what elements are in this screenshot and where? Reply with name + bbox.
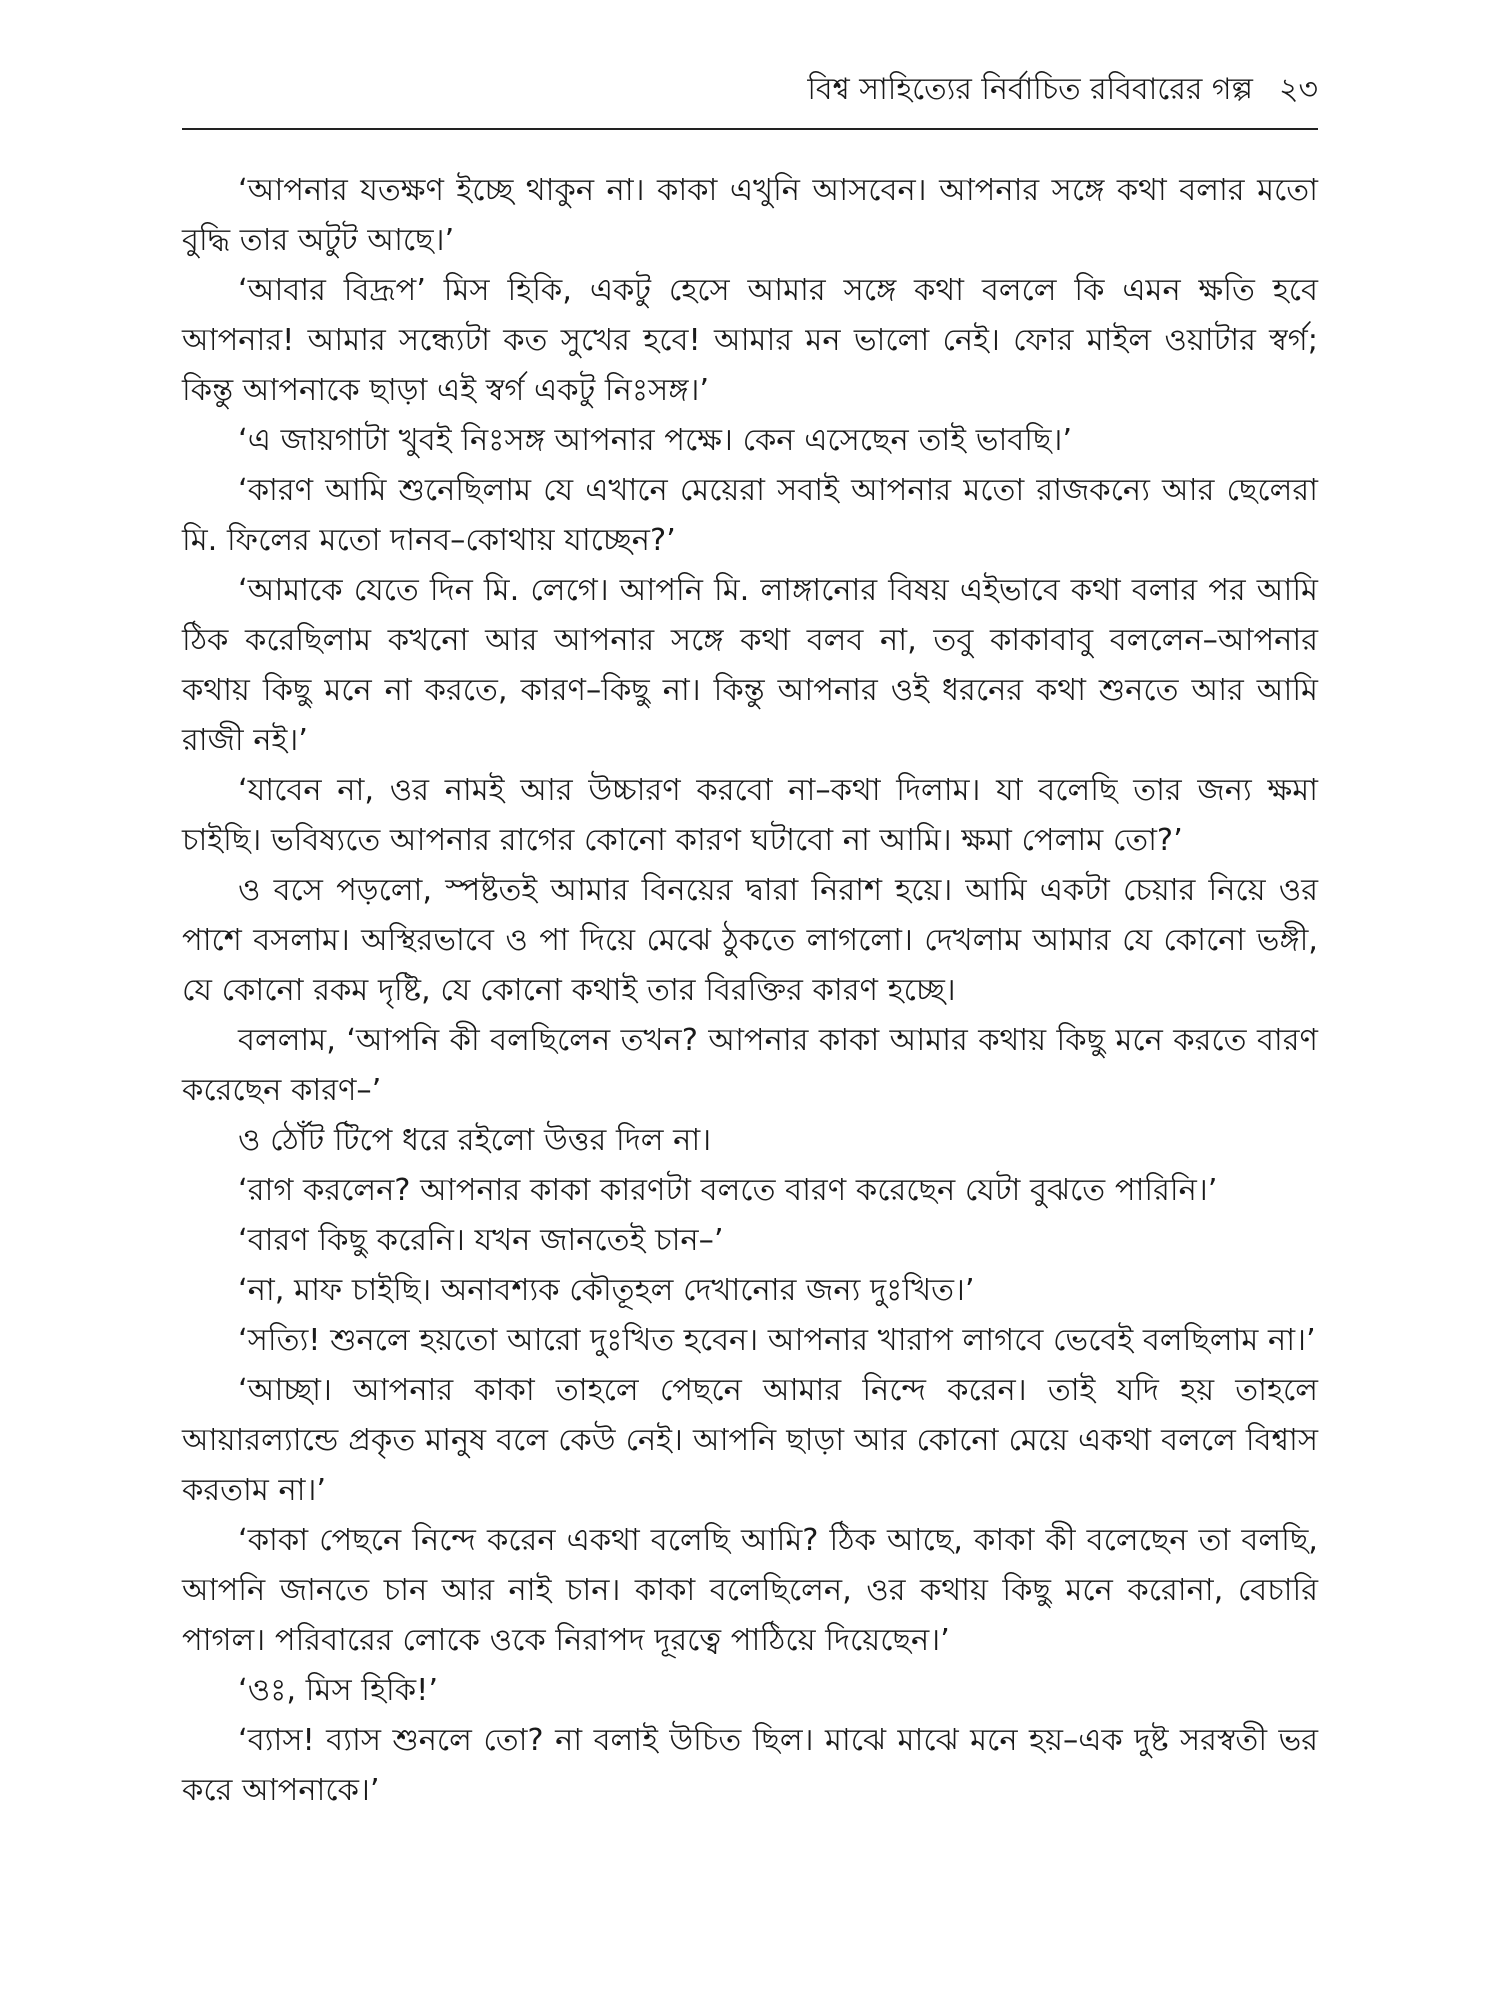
paragraph: ‘আবার বিদ্রূপ’ মিস হিকি, একটু হেসে আমার সঙ্গে কথা বললে কি এমন ক্ষতি হবে আপনার! আমার সন্ধ্যেটা কত সুখের হবে! আমার মন ভালো নেই। ফোর মাইল ওয়াটার স্বর্গ; কিন্তু আপনাকে ছাড়া এই স্বর্গ একটু নিঃসঙ্গ।’ bbox=[182, 273, 1318, 408]
paragraph: ‘বারণ কিছু করেনি। যখন জানতেই চান–’ bbox=[238, 1223, 724, 1258]
paragraph: ‘আপনার যতক্ষণ ইচ্ছে থাকুন না। কাকা এখুনি আসবেন। আপনার সঙ্গে কথা বলার মতো বুদ্ধি তার অটুট আছে।’ bbox=[182, 173, 1318, 258]
paragraph: ‘ব্যাস! ব্যাস শুনলে তো? না বলাই উচিত ছিল। মাঝে মাঝে মনে হয়–এক দুষ্ট সরস্বতী ভর করে আপনাকে।’ bbox=[182, 1723, 1318, 1808]
paragraph: ‘না, মাফ চাইছি। অনাবশ্যক কৌতূহল দেখানোর জন্য দুঃখিত।’ bbox=[238, 1273, 975, 1308]
paragraph: ‘কাকা পেছনে নিন্দে করেন একথা বলেছি আমি? ঠিক আছে, কাকা কী বলেছেন তা বলছি, আপনি জানতে চান আর নাই চান। কাকা বলেছিলেন, ওর কথায় কিছু মনে করোনা, বেচারি পাগল। পরিবারের লোকে ওকে নিরাপদ দূরত্বে পাঠিয়ে দিয়েছেন।’ bbox=[182, 1523, 1318, 1658]
paragraph: ‘ওঃ, মিস হিকি!’ bbox=[238, 1673, 439, 1708]
running-header bbox=[807, 70, 1318, 110]
paragraph: বললাম, ‘আপনি কী বলছিলেন তখন? আপনার কাকা আমার কথায় কিছু মনে করতে বারণ করেছেন কারণ–’ bbox=[182, 1023, 1318, 1108]
story-text bbox=[182, 166, 1318, 1816]
paragraph: ‘সত্যি! শুনলে হয়তো আরো দুঃখিত হবেন। আপনার খারাপ লাগবে ভেবেই বলছিলাম না।’ bbox=[238, 1323, 1316, 1358]
header-divider bbox=[182, 128, 1318, 130]
paragraph: ‘আমাকে যেতে দিন মি. লেগে। আপনি মি. লাঙ্গানোর বিষয় এইভাবে কথা বলার পর আমি ঠিক করেছিলাম কখনো আর আপনার সঙ্গে কথা বলব না, তবু কাকাবাবু বললেন–আপনার কথায় কিছু মনে না করতে, কারণ–কিছু না। কিন্তু আপনার ওই ধরনের কথা শুনতে আর আমি রাজী নই।’ bbox=[182, 573, 1318, 758]
paragraph: ও বসে পড়লো, স্পষ্টতই আমার বিনয়ের দ্বারা নিরাশ হয়ে। আমি একটা চেয়ার নিয়ে ওর পাশে বসলাম। অস্থিরভাবে ও পা দিয়ে মেঝে ঠুকতে লাগলো। দেখলাম আমার যে কোনো ভঙ্গী, যে কোনো রকম দৃষ্টি, যে কোনো কথাই তার বিরক্তির কারণ হচ্ছে। bbox=[182, 873, 1318, 1008]
page-number: ২৩ bbox=[1278, 72, 1318, 107]
paragraph: ‘কারণ আমি শুনেছিলাম যে এখানে মেয়েরা সবাই আপনার মতো রাজকন্যে আর ছেলেরা মি. ফিলের মতো দানব–কোথায় যাচ্ছেন?’ bbox=[182, 473, 1318, 558]
paragraph: ‘যাবেন না, ওর নামই আর উচ্চারণ করবো না–কথা দিলাম। যা বলেছি তার জন্য ক্ষমা চাইছি। ভবিষ্যতে আপনার রাগের কোনো কারণ ঘটাবো না আমি। ক্ষমা পেলাম তো?’ bbox=[182, 773, 1318, 858]
paragraph: ‘আচ্ছা। আপনার কাকা তাহলে পেছনে আমার নিন্দে করেন। তাই যদি হয় তাহলে আয়ারল্যান্ডে প্রকৃত মানুষ বলে কেউ নেই। আপনি ছাড়া আর কোনো মেয়ে একথা বললে বিশ্বাস করতাম না।’ bbox=[182, 1373, 1318, 1508]
book-title: বিশ্ব সাহিত্যের নির্বাচিত রবিবারের গল্প bbox=[807, 72, 1253, 107]
paragraph: ‘এ জায়গাটা খুবই নিঃসঙ্গ আপনার পক্ষে। কেন এসেছেন তাই ভাবছি।’ bbox=[238, 423, 1073, 458]
paragraph: ‘রাগ করলেন? আপনার কাকা কারণটা বলতে বারণ করেছেন যেটা বুঝতে পারিনি।’ bbox=[238, 1173, 1218, 1208]
paragraph: ও ঠোঁট টিপে ধরে রইলো উত্তর দিল না। bbox=[238, 1123, 712, 1158]
